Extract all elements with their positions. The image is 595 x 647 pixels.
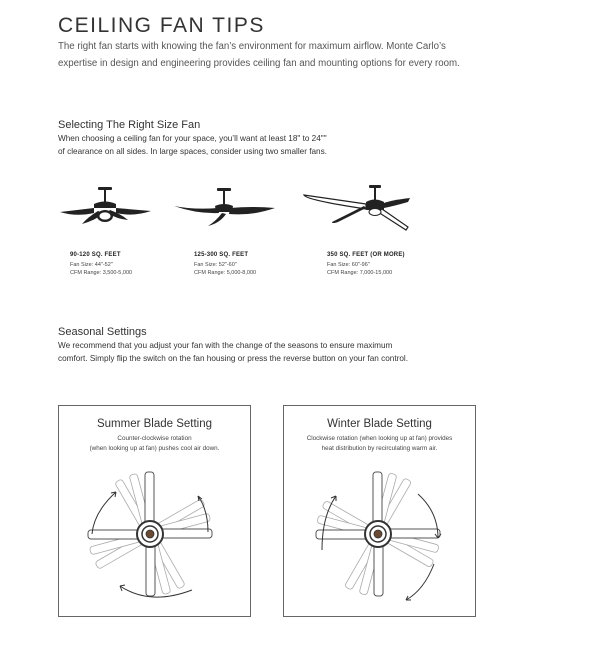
fan-cfm-large: CFM Range: 7,000-15,000 — [327, 270, 393, 276]
summer-desc-line-1: Counter-clockwise rotation — [117, 435, 192, 442]
seasonal-line-1: We recommend that you adjust your fan with the change of the seasons to ensure maximum — [58, 341, 393, 350]
fan-cfm-small: CFM Range: 3,500-5,000 — [70, 270, 133, 276]
clockwise-rotation-diagram — [308, 464, 458, 612]
fan-size-small: Fan Size: 44"-52" — [70, 262, 113, 268]
seasonal-line-2: comfort. Simply flip the switch on the fan housing or press the reverse button on your fan control. — [58, 354, 408, 363]
size-section-line-2: of clearance on all sides. In large spaces, consider using two smaller fans. — [58, 147, 327, 156]
summer-title: Summer Blade Setting — [96, 418, 213, 430]
intro-line-2: expertise in design and engineering provides ceiling fan and mounting options for every room. — [58, 58, 460, 69]
winter-title: Winter Blade Setting — [327, 418, 432, 430]
intro-line-1: The right fan starts with knowing the fan’s environment for maximum airflow. Monte Carlo’s — [58, 41, 446, 52]
medium-fan-illustration — [172, 186, 277, 244]
counter-clockwise-rotation-diagram — [80, 464, 230, 612]
fan-cfm-medium: CFM Range: 5,000-8,000 — [194, 270, 257, 276]
fan-area-medium: 125-300 SQ. FEET — [194, 252, 249, 258]
fan-size-large: Fan Size: 60"-96" — [327, 262, 370, 268]
fan-area-small: 90-120 SQ. FEET — [70, 252, 121, 258]
fan-size-medium: Fan Size: 52"-60" — [194, 262, 237, 268]
small-fan-illustration — [58, 184, 153, 242]
summer-setting-panel — [58, 405, 251, 617]
summer-desc-line-2: (when looking up at fan) pushes cool air down. — [89, 445, 220, 452]
winter-setting-panel — [283, 405, 476, 617]
fan-area-large: 350 SQ. FEET (OR MORE) — [327, 252, 405, 258]
seasonal-heading: Seasonal Settings — [58, 326, 147, 338]
large-fan-illustration — [302, 182, 412, 244]
winter-desc-line-2: heat distribution by recirculating warm air. — [321, 445, 438, 452]
page-title: CEILING FAN TIPS — [58, 14, 265, 37]
winter-desc-line-1: Clockwise rotation (when looking up at fan) provides — [306, 435, 453, 442]
size-section-heading: Selecting The Right Size Fan — [58, 119, 201, 131]
size-section-line-1: When choosing a ceiling fan for your space, you’ll want at least 18" to 24"" — [58, 134, 327, 143]
